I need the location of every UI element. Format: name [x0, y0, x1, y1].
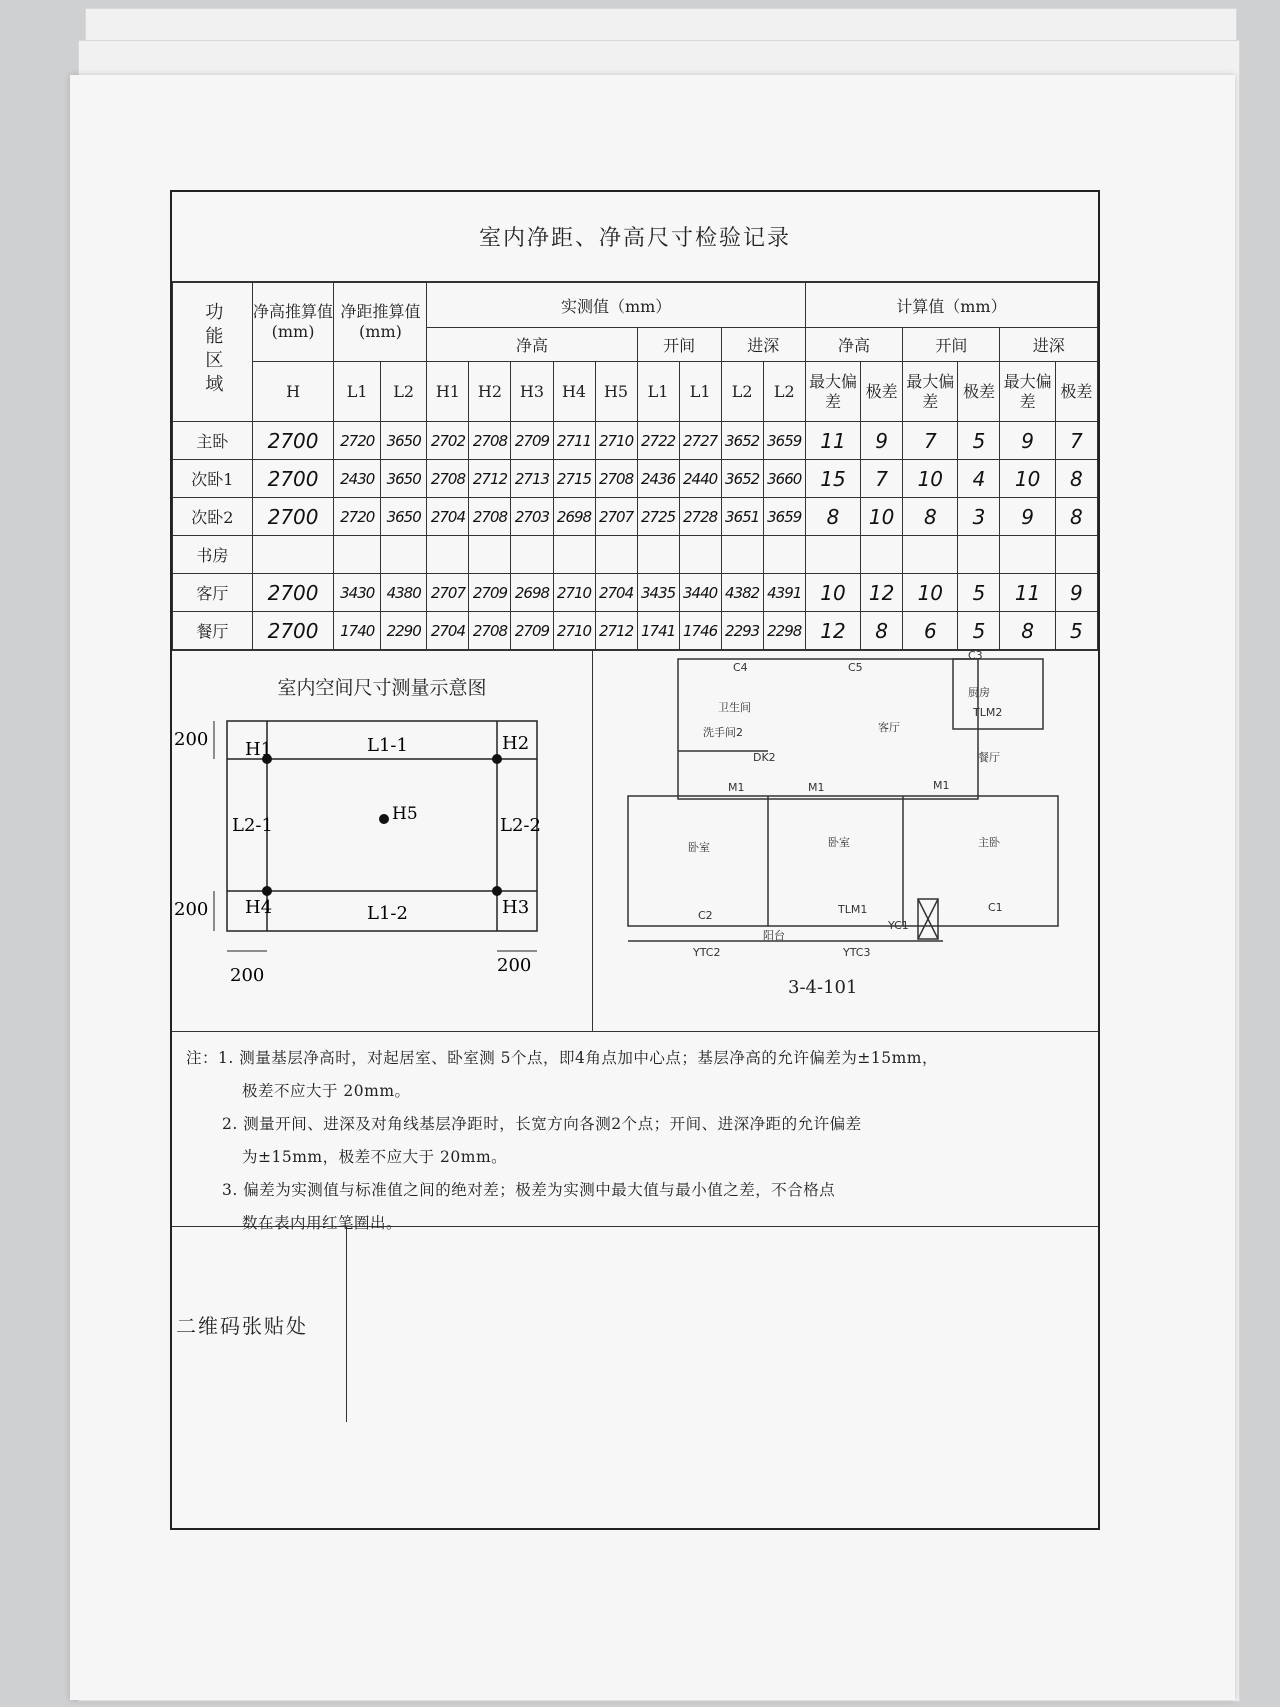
- row-calculated: 15: [805, 460, 860, 498]
- plan-label: 厨房: [968, 686, 990, 699]
- dim-label: 200: [174, 899, 209, 920]
- col-header: L1: [679, 362, 721, 422]
- table-row: [173, 422, 1098, 460]
- row-measured: 3440: [679, 574, 721, 612]
- row-calculated: 12: [861, 574, 903, 612]
- dim-label: 200: [230, 965, 265, 986]
- plan-label: C3: [968, 651, 983, 662]
- plan-label: 卧室: [828, 836, 850, 849]
- diagram-section: [172, 650, 1098, 1031]
- row-calculated: 5: [1055, 612, 1097, 650]
- row-measured: 2709: [469, 574, 511, 612]
- row-est-height: 2700: [252, 422, 334, 460]
- measured-depth: 进深: [721, 328, 805, 362]
- row-area: 次卧2: [173, 498, 253, 536]
- calc-net-height: 净高: [805, 328, 902, 362]
- row-calculated: 8: [903, 498, 958, 536]
- room-schematic: [172, 651, 592, 1031]
- row-est-l1: 2720: [334, 422, 380, 460]
- row-calculated: 8: [1055, 498, 1097, 536]
- row-measured: 2704: [427, 498, 469, 536]
- plan-label: C5: [848, 661, 863, 674]
- col-header: H: [252, 362, 334, 422]
- row-measured: 3651: [721, 498, 763, 536]
- row-calculated: [861, 536, 903, 574]
- row-est-l1: 3430: [334, 574, 380, 612]
- col-header: H4: [553, 362, 595, 422]
- row-calculated: [805, 536, 860, 574]
- row-calculated: 7: [903, 422, 958, 460]
- row-measured: 4391: [763, 574, 805, 612]
- plan-label: 阳台: [763, 929, 785, 942]
- row-calculated: 10: [903, 574, 958, 612]
- point-h2: [492, 754, 502, 764]
- plan-label: 餐厅: [978, 751, 1000, 764]
- measurement-table: [172, 282, 1098, 650]
- inspection-form: [170, 190, 1100, 1530]
- row-calculated: 10: [1000, 460, 1055, 498]
- max-dev-header: 最大偏差: [1000, 362, 1055, 422]
- row-calculated: 7: [861, 460, 903, 498]
- row-est-l2: [380, 536, 426, 574]
- plan-label: M1: [933, 779, 950, 792]
- est-height-header: 净高推算值 (mm): [252, 283, 334, 362]
- floor-plan-drawing: [593, 651, 1101, 1031]
- row-calculated: 5: [958, 574, 1000, 612]
- label-l1-1: L1-1: [367, 735, 408, 756]
- row-calculated: 6: [903, 612, 958, 650]
- row-measured: 3659: [763, 498, 805, 536]
- calc-bay: 开间: [903, 328, 1000, 362]
- table-row: [173, 536, 1098, 574]
- row-measured: 2698: [553, 498, 595, 536]
- floor-plan: [593, 651, 1098, 1031]
- row-measured: 2708: [427, 460, 469, 498]
- max-dev-header: 最大偏差: [903, 362, 958, 422]
- plan-label: C1: [988, 901, 1003, 914]
- row-measured: 2704: [427, 612, 469, 650]
- row-est-l1: 1740: [334, 612, 380, 650]
- row-calculated: [903, 536, 958, 574]
- row-est-l2: 3650: [380, 498, 426, 536]
- row-est-height: 2700: [252, 574, 334, 612]
- dim-label: 200: [174, 729, 209, 750]
- plan-label: C2: [698, 909, 713, 922]
- col-header: H5: [595, 362, 637, 422]
- row-calculated: 12: [805, 612, 860, 650]
- row-calculated: 8: [1000, 612, 1055, 650]
- plan-label: DK2: [753, 751, 776, 764]
- label-h1: H1: [245, 739, 273, 760]
- row-est-l1: 2720: [334, 498, 380, 536]
- row-measured: 2710: [553, 612, 595, 650]
- row-est-height: [252, 536, 334, 574]
- plan-label: YC1: [888, 919, 909, 932]
- qr-area: [347, 1227, 1098, 1422]
- plan-label: YTC2: [693, 946, 721, 959]
- row-measured: [469, 536, 511, 574]
- plan-label: M1: [808, 781, 825, 794]
- row-calculated: 9: [861, 422, 903, 460]
- row-calculated: 11: [805, 422, 860, 460]
- est-dist-header: 净距推算值 (mm): [334, 283, 427, 362]
- row-measured: 2727: [679, 422, 721, 460]
- row-calculated: 8: [805, 498, 860, 536]
- row-measured: 2708: [469, 498, 511, 536]
- row-measured: 2712: [469, 460, 511, 498]
- row-measured: 2728: [679, 498, 721, 536]
- calc-depth: 进深: [1000, 328, 1098, 362]
- row-est-l2: 3650: [380, 422, 426, 460]
- qr-label: 二维码张贴处: [172, 1227, 347, 1422]
- row-est-l2: 3650: [380, 460, 426, 498]
- row-measured: [427, 536, 469, 574]
- col-header: H3: [511, 362, 553, 422]
- row-measured: 2708: [469, 612, 511, 650]
- row-calculated: 10: [903, 460, 958, 498]
- note-line: 极差不应大于 20mm。: [242, 1082, 411, 1100]
- row-measured: 2709: [511, 422, 553, 460]
- row-calculated: 8: [1055, 460, 1097, 498]
- row-measured: 2298: [763, 612, 805, 650]
- note-line: 注：1. 测量基层净高时，对起居室、卧室测 5个点，即4角点加中心点；基层净高的允许偏差为±15mm，: [186, 1049, 938, 1067]
- note-line: 2. 测量开间、进深及对角线基层净距时，长宽方向各测2个点；开间、进深净距的允许偏差: [222, 1115, 862, 1133]
- plan-label: 洗手间2: [703, 726, 743, 739]
- col-header: L2: [380, 362, 426, 422]
- range-header: 极差: [861, 362, 903, 422]
- row-est-height: 2700: [252, 498, 334, 536]
- row-measured: 2708: [469, 422, 511, 460]
- label-l1-2: L1-2: [367, 903, 408, 924]
- row-measured: 2712: [595, 612, 637, 650]
- note-line: 数在表内用红笔圈出。: [242, 1214, 403, 1232]
- row-measured: 1741: [637, 612, 679, 650]
- row-measured: 2722: [637, 422, 679, 460]
- row-measured: 2711: [553, 422, 595, 460]
- label-h5: H5: [392, 804, 418, 824]
- table-row: [173, 574, 1098, 612]
- row-area: 餐厅: [173, 612, 253, 650]
- label-l2-1: L2-1: [232, 815, 273, 836]
- row-measured: 2708: [595, 460, 637, 498]
- plan-label: TLM2: [973, 706, 1003, 719]
- plan-label: TLM1: [838, 903, 868, 916]
- row-calculated: [1000, 536, 1055, 574]
- row-measured: [553, 536, 595, 574]
- table-row: [173, 498, 1098, 536]
- row-calculated: 9: [1055, 574, 1097, 612]
- label-h2: H2: [502, 733, 530, 754]
- row-measured: [763, 536, 805, 574]
- row-measured: 2715: [553, 460, 595, 498]
- row-area: 书房: [173, 536, 253, 574]
- row-est-height: 2700: [252, 460, 334, 498]
- label-l2-2: L2-2: [500, 815, 541, 836]
- max-dev-header: 最大偏差: [805, 362, 860, 422]
- label-h3: H3: [502, 897, 530, 918]
- col-header: L1: [637, 362, 679, 422]
- row-calculated: 9: [1000, 422, 1055, 460]
- range-header: 极差: [958, 362, 1000, 422]
- row-calculated: 8: [861, 612, 903, 650]
- plan-label: M1: [728, 781, 745, 794]
- col-header: L2: [763, 362, 805, 422]
- row-measured: [721, 536, 763, 574]
- row-measured: [595, 536, 637, 574]
- row-measured: 3435: [637, 574, 679, 612]
- row-measured: [511, 536, 553, 574]
- row-est-l2: 4380: [380, 574, 426, 612]
- table-row: [173, 612, 1098, 650]
- note-line: 为±15mm，极差不应大于 20mm。: [242, 1148, 508, 1166]
- col-header: H1: [427, 362, 469, 422]
- row-measured: 2709: [511, 612, 553, 650]
- row-measured: 2698: [511, 574, 553, 612]
- row-measured: 2436: [637, 460, 679, 498]
- notes-section: [172, 1031, 1098, 1232]
- note-line: 3. 偏差为实测值与标准值之间的绝对差；极差为实测中最大值与最小值之差，不合格点: [222, 1181, 836, 1199]
- plan-label: 客厅: [878, 721, 900, 734]
- row-measured: 1746: [679, 612, 721, 650]
- row-calculated: 5: [958, 422, 1000, 460]
- row-measured: 2725: [637, 498, 679, 536]
- measured-net-height: 净高: [427, 328, 637, 362]
- qr-section: [172, 1226, 1098, 1422]
- table-row: [173, 460, 1098, 498]
- row-measured: 3660: [763, 460, 805, 498]
- measured-bay: 开间: [637, 328, 721, 362]
- range-header: 极差: [1055, 362, 1097, 422]
- row-est-l1: [334, 536, 380, 574]
- row-est-l2: 2290: [380, 612, 426, 650]
- row-measured: [679, 536, 721, 574]
- row-calculated: 5: [958, 612, 1000, 650]
- row-calculated: 3: [958, 498, 1000, 536]
- row-calculated: 7: [1055, 422, 1097, 460]
- dim-label: 200: [497, 955, 532, 976]
- row-measured: 2713: [511, 460, 553, 498]
- row-measured: 2710: [595, 422, 637, 460]
- col-header: L2: [721, 362, 763, 422]
- row-calculated: 4: [958, 460, 1000, 498]
- plan-caption: 3-4-101: [788, 977, 858, 998]
- row-calculated: [1055, 536, 1097, 574]
- row-measured: 2703: [511, 498, 553, 536]
- area-header: 功能区域: [173, 283, 253, 422]
- label-h4: H4: [245, 897, 273, 918]
- row-measured: [637, 536, 679, 574]
- row-calculated: 10: [861, 498, 903, 536]
- table-body: [173, 422, 1098, 650]
- row-area: 主卧: [173, 422, 253, 460]
- row-measured: 2702: [427, 422, 469, 460]
- row-measured: 2440: [679, 460, 721, 498]
- col-header: H2: [469, 362, 511, 422]
- row-measured: 3659: [763, 422, 805, 460]
- plan-label: YTC3: [843, 946, 871, 959]
- row-measured: 2707: [427, 574, 469, 612]
- row-area: 次卧1: [173, 460, 253, 498]
- diagram-title: 室内空间尺寸测量示意图: [277, 677, 487, 699]
- document-page: [70, 75, 1235, 1700]
- point-h4: [262, 886, 272, 896]
- calculated-header: 计算值（mm）: [805, 283, 1097, 328]
- plan-label: 主卧: [978, 836, 1000, 849]
- row-measured: 3652: [721, 460, 763, 498]
- row-calculated: 9: [1000, 498, 1055, 536]
- measured-header: 实测值（mm）: [427, 283, 805, 328]
- row-est-l1: 2430: [334, 460, 380, 498]
- plan-label: 卧室: [688, 841, 710, 854]
- measurement-diagram: [172, 651, 593, 1031]
- row-calculated: 10: [805, 574, 860, 612]
- form-title: 室内净距、净高尺寸检验记录: [172, 192, 1098, 282]
- row-area: 客厅: [173, 574, 253, 612]
- point-h5: [379, 814, 389, 824]
- row-measured: 2704: [595, 574, 637, 612]
- row-measured: 2710: [553, 574, 595, 612]
- col-header: L1: [334, 362, 380, 422]
- row-measured: 4382: [721, 574, 763, 612]
- row-measured: 3652: [721, 422, 763, 460]
- plan-label: C4: [733, 661, 748, 674]
- row-measured: 2293: [721, 612, 763, 650]
- row-est-height: 2700: [252, 612, 334, 650]
- point-h3: [492, 886, 502, 896]
- plan-label: 卫生间: [718, 701, 751, 714]
- row-measured: 2707: [595, 498, 637, 536]
- row-calculated: [958, 536, 1000, 574]
- row-calculated: 11: [1000, 574, 1055, 612]
